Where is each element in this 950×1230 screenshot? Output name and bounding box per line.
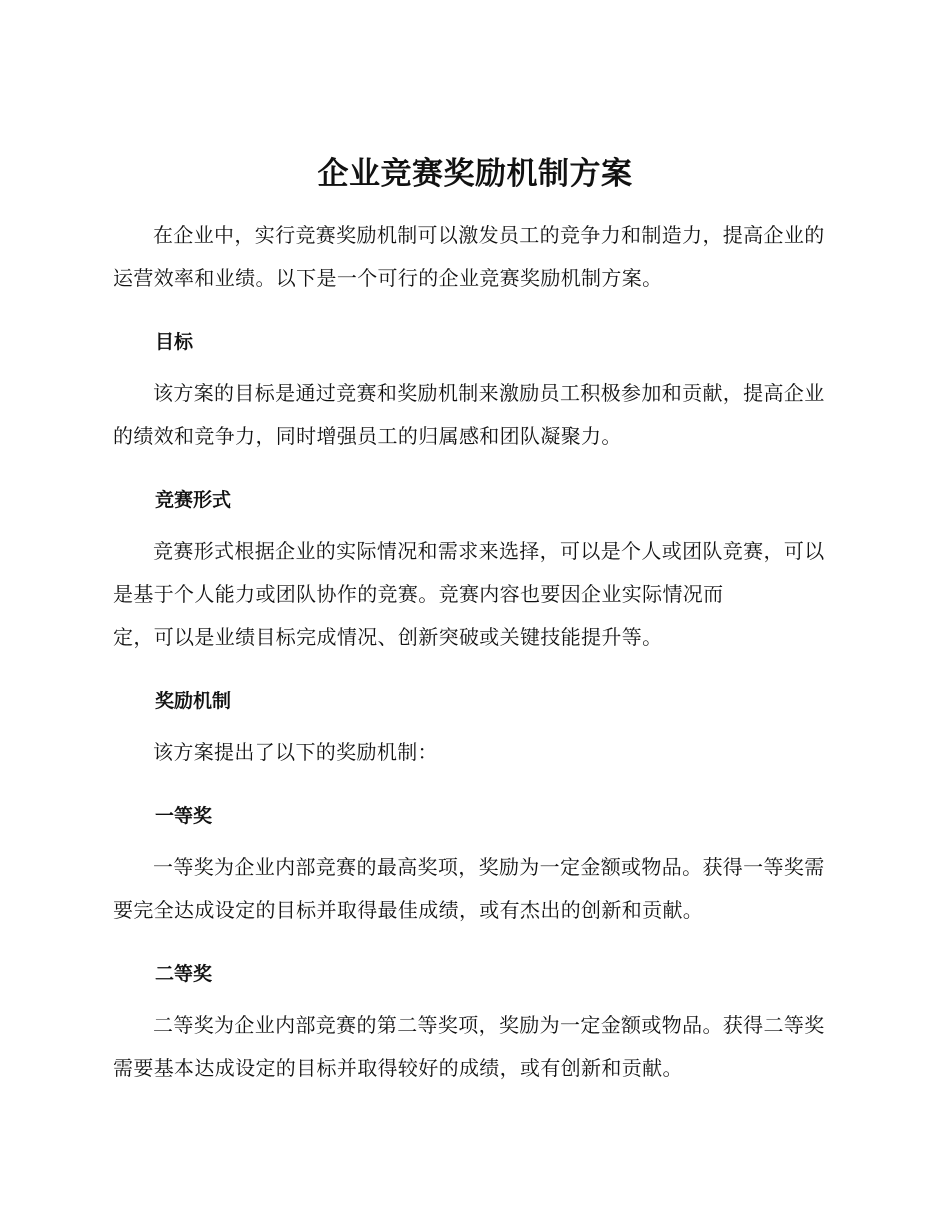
- spacer: [113, 659, 837, 670]
- section-body-goal: 该方案的目标是通过竞赛和奖励机制来激励员工积极参加和贡献，提高企业的绩效和竞争力，同时增强员工的归属感和团队凝聚力。: [113, 381, 825, 448]
- section-body-first-prize: 一等奖为企业内部竞赛的最高奖项，奖励为一定金额或物品。获得一等奖需要完全达成设定的目标并取得最佳成绩，或有杰出的创新和贡献。: [113, 855, 825, 922]
- section-heading-goal: 目标: [155, 331, 194, 353]
- spacer: [113, 458, 837, 469]
- section-body-reward: 该方案提出了以下的奖励机制：: [153, 740, 438, 764]
- section-heading-second-prize: 二等奖: [155, 963, 213, 985]
- section-heading-reward: 奖励机制: [155, 690, 232, 712]
- spacer: [113, 932, 837, 943]
- intro-paragraph: 在企业中，实行竞赛奖励机制可以激发员工的竞争力和制造力，提高企业的运营效率和业绩。以下是一个可行的企业竞赛奖励机制方案。: [113, 223, 825, 290]
- spacer: [113, 774, 837, 785]
- section-body-format-line-1: 竞赛形式根据企业的实际情况和需求来选择，可以是个人或团队竞赛，可以是基于个人能力或团队协作的竞赛。竞赛内容也要因企业实际情况而: [113, 539, 825, 606]
- section-body-second-prize: 二等奖为企业内部竞赛的第二等奖项，奖励为一定金额或物品。获得二等奖需要基本达成设定的目标并取得较好的成绩，或有创新和贡献。: [113, 1013, 825, 1080]
- section-body-format-line-2: 定，可以是业绩目标完成情况、创新突破或关键技能提升等。: [113, 625, 663, 649]
- document-page: [113, 148, 837, 1090]
- document-title: 企业竞赛奖励机制方案: [317, 156, 633, 192]
- section-heading-format: 竞赛形式: [155, 489, 232, 511]
- spacer: [113, 300, 837, 311]
- section-heading-first-prize: 一等奖: [155, 805, 213, 827]
